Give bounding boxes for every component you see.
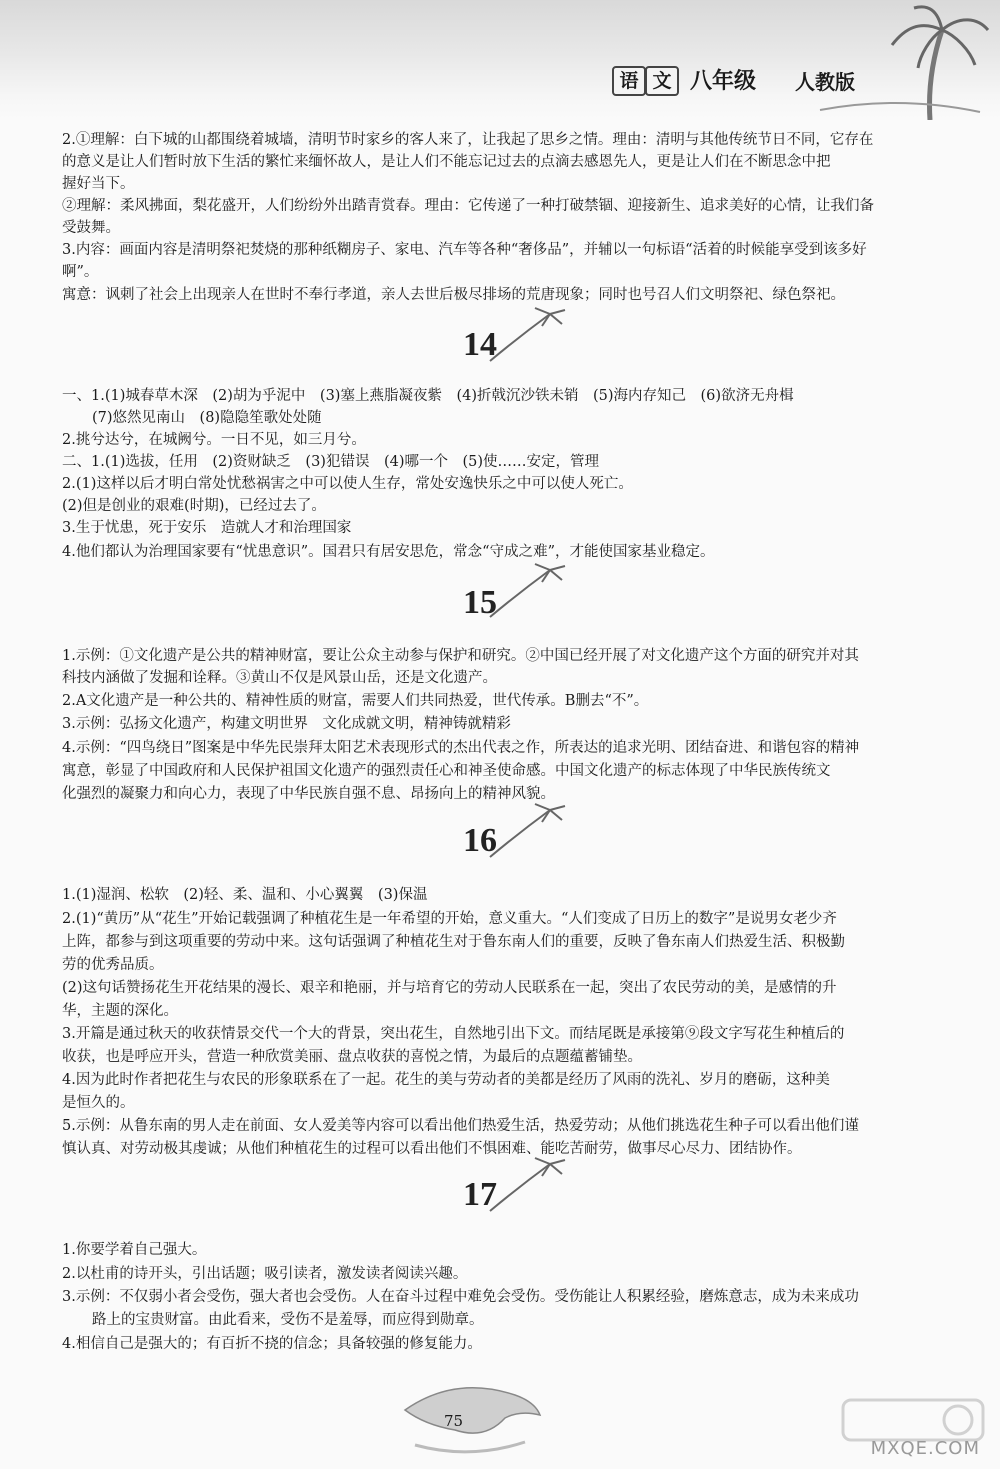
grade-label: 八年级 (690, 68, 757, 94)
answer-line: 1.你要学着自己强大。 (62, 1242, 207, 1258)
answer-line: 劳的优秀品质。 (62, 957, 164, 973)
answer-line: 3.示例：弘扬文化遗产，构建文明世界 文化成就文明，精神铸就精彩 (62, 716, 511, 732)
answer-line: 上阵，都参与到这项重要的劳动中来。这句话强调了种植花生对于鲁东南人们的重要，反映了鲁东南人们热爱生活、积极勤 (62, 934, 845, 950)
answer-line: 科技内涵做了发掘和诠释。③黄山不仅是风景山岳，还是文化遗产。 (62, 670, 497, 686)
answer-line: 4.相信自己是强大的；有百折不挠的信念；具备较强的修复能力。 (62, 1336, 482, 1352)
answer-line: 2.A文化遗产是一种公共的、精神性质的财富，需要人们共同热爱，世代传承。B删去“不”。 (62, 693, 649, 709)
answer-line: 受鼓舞。 (62, 220, 120, 236)
answer-line: 化强烈的凝聚力和向心力，表现了中华民族自强不息、昂扬向上的精神风貌。 (62, 786, 555, 802)
section-title: 14 (463, 326, 497, 363)
answer-line: 2.以杜甫的诗开头，引出话题；吸引读者，激发读者阅读兴趣。 (62, 1266, 468, 1282)
answer-line: 1.示例：①文化遗产是公共的精神财富，要让公众主动参与保护和研究。②中国已经开展了对文化遗产这个方面的研究并对其 (62, 648, 859, 664)
answer-line: 二、1.(1)选拔，任用 (2)资财缺乏 (3)犯错误 (4)哪一个 (5)使……安定，管理 (62, 454, 600, 470)
answer-line: 寓意：讽刺了社会上出现亲人在世时不奉行孝道，亲人去世后极尽排场的荒唐现象；同时也号召人们文明祭祀、绿色祭祀。 (62, 287, 845, 303)
answer-line: 握好当下。 (62, 176, 135, 192)
answer-line: 2.挑兮达兮，在城阙兮。一日不见，如三月兮。 (62, 432, 366, 448)
section-title: 15 (463, 584, 497, 621)
answer-line: 是恒久的。 (62, 1095, 135, 1111)
answer-line: 4.示例：“四鸟绕日”图案是中华先民崇拜太阳艺术表现形式的杰出代表之作，所表达的追求光明、团结奋进、和谐包容的精神 (62, 740, 860, 756)
answer-line: ②理解：柔风拂面，梨花盛开，人们纷纷外出踏青赏春。理由：它传递了一种打破禁锢、迎接新生、追求美好的心情，让我们备 (62, 198, 874, 214)
answer-line: 的意义是让人们暂时放下生活的繁忙来缅怀故人，是让人们不能忘记过去的点滴去感恩先人，更是让人们在不断思念中把 (62, 154, 831, 170)
answer-line: 华，主题的深化。 (62, 1003, 178, 1019)
answer-line: 寓意，彰显了中国政府和人民保护祖国文化遗产的强烈责任心和神圣使命感。中国文化遗产的标志体现了中华民族传统文 (62, 763, 831, 779)
dolphin-icon (395, 1370, 545, 1460)
answer-line: 慎认真、对劳动极其虔诚；从他们种植花生的过程可以看出他们不惧困难、能吃苦耐劳，做事尽心尽力、团结协作。 (62, 1141, 802, 1157)
answer-line: 3.生于忧患，死于安乐 造就人才和治理国家 (62, 520, 352, 536)
subject-char-1: 语 (612, 66, 646, 96)
answer-line: 1.(1)湿润、松软 (2)轻、柔、温和、小心翼翼 (3)保温 (62, 887, 428, 903)
answer-line: 2.①理解：白下城的山都围绕着城墙，清明节时家乡的客人来了，让我起了思乡之情。理由：清明与其他传统节日不同，它存在 (62, 132, 874, 148)
answer-line: 4.因为此时作者把花生与农民的形象联系在了一起。花生的美与劳动者的美都是经历了风雨的洗礼、岁月的磨砺，这种美 (62, 1072, 830, 1088)
answer-line: 4.他们都认为治理国家要有“忧患意识”。国君只有居安思危，常念“守成之难”，才能使国家基业稳定。 (62, 544, 715, 560)
answer-line: (7)悠然见南山 (8)隐隐笙歌处处随 (92, 410, 322, 426)
answer-line: 5.示例：从鲁东南的男人走在前面、女人爱美等内容可以看出他们热爱生活，热爱劳动；从他们挑选花生种子可以看出他们谨 (62, 1118, 859, 1134)
section-title: 16 (463, 822, 497, 859)
answer-line: 路上的宝贵财富。由此看来，受伤不是羞辱，而应得到勋章。 (92, 1312, 484, 1328)
answer-line: 2.(1)“黄历”从“花生”开始记载强调了种植花生是一年希望的开始，意义重大。“人们变成了日历上的数字”是说男女老少齐 (62, 911, 837, 927)
section-title: 17 (463, 1176, 497, 1213)
answer-line: (2)这句话赞扬花生开花结果的漫长、艰辛和艳丽，并与培育它的劳动人民联系在一起，突出了农民劳动的美，是感情的升 (62, 980, 837, 996)
answer-line: 啊”。 (62, 264, 99, 280)
answer-line: 一、1.(1)城春草木深 (2)胡为乎泥中 (3)塞上燕脂凝夜紫 (4)折戟沉沙铁未销 (5)海内存知己 (6)欲济无舟楫 (62, 388, 794, 404)
answer-line: 3.示例：不仅弱小者会受伤，强大者也会受伤。人在奋斗过程中难免会受伤。受伤能让人积累经验，磨炼意志，成为未来成功 (62, 1289, 859, 1305)
answer-line: (2)但是创业的艰难(时期)，已经过去了。 (62, 498, 326, 514)
watermark-text: MXQE.COM (870, 1438, 980, 1459)
answer-line: 3.内容：画面内容是清明祭祀焚烧的那种纸糊房子、家电、汽车等各种“奢侈品”，并辅以一句标语“活着的时候能享受到该多好 (62, 242, 867, 258)
answer-line: 收获，也是呼应开头，营造一种欣赏美丽、盘点收获的喜悦之情，为最后的点题蕴蓄铺垫。 (62, 1049, 642, 1065)
subject-char-2: 文 (645, 66, 679, 96)
answer-line: 2.(1)这样以后才明白常处忧愁祸害之中可以使人生存，常处安逸快乐之中可以使人死亡。 (62, 476, 633, 492)
page-number: 75 (444, 1412, 464, 1430)
edition-label: 人教版 (795, 70, 855, 94)
answer-line: 3.开篇是通过秋天的收获情景交代一个大的背景，突出花生，自然地引出下文。而结尾既是承接第⑨段文字写花生种植后的 (62, 1026, 845, 1042)
palm-tree-icon (810, 0, 990, 120)
